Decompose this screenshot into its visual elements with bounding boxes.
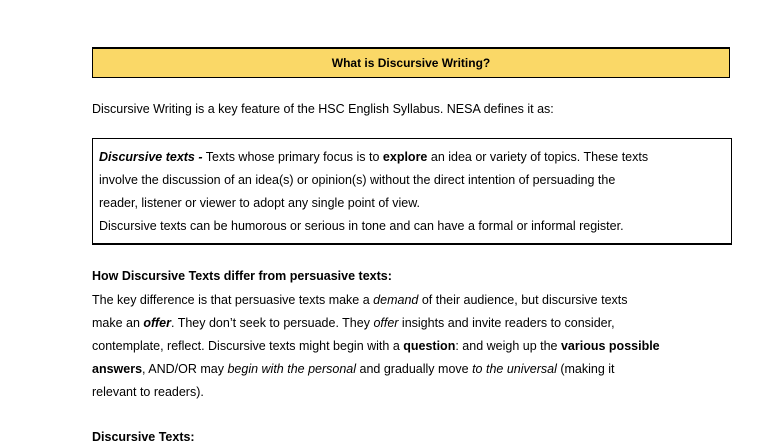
definition-box <box>92 138 732 245</box>
emphasis-text: demand <box>373 293 419 307</box>
definition-keyword: explore <box>382 150 428 164</box>
emphasis-text: offer <box>143 316 171 330</box>
difference-paragraph <box>92 289 734 404</box>
page-title-box <box>92 47 730 78</box>
emphasis-text: to the universal <box>472 362 557 376</box>
emphasis-text: various possible <box>560 339 660 353</box>
definition-line-3: reader, listener or viewer to adopt any single point of view. <box>99 196 421 210</box>
paragraph-line <box>92 312 734 335</box>
paragraph-line <box>92 289 734 312</box>
text-run: (making it <box>556 362 615 376</box>
text-run: and gradually move <box>356 362 473 376</box>
text-run: insights and invite readers to consider, <box>398 316 615 330</box>
text-run: . They don’t seek to persuade. They <box>170 316 374 330</box>
text-run: : and weigh up the <box>455 339 561 353</box>
section-heading-difference: How Discursive Texts differ from persuasive texts: <box>92 269 392 283</box>
definition-line-2: involve the discussion of an idea(s) or opinion(s) without the direct intention of persuading the <box>99 173 616 187</box>
emphasis-text: begin with the personal <box>227 362 357 376</box>
intro-paragraph: Discursive Writing is a key feature of the HSC English Syllabus. NESA defines it as: <box>92 102 554 116</box>
text-run: contemplate, reflect. Discursive texts might begin with a <box>92 339 404 353</box>
text-run: The key difference is that persuasive texts make a <box>92 293 374 307</box>
definition-line-4: Discursive texts can be humorous or serious in tone and can have a formal or informal register. <box>99 219 624 233</box>
section-heading-discursive-texts: Discursive Texts: <box>92 430 195 444</box>
definition-term: Discursive texts - <box>99 150 203 164</box>
definition-text: Texts whose primary focus is to <box>202 150 383 164</box>
emphasis-text: question <box>403 339 456 353</box>
definition-line-1 <box>99 146 725 169</box>
paragraph-line <box>92 358 734 381</box>
emphasis-text: answers <box>92 362 143 376</box>
paragraph-line: relevant to readers). <box>92 385 204 399</box>
text-run: , AND/OR may <box>142 362 228 376</box>
text-run: of their audience, but discursive texts <box>418 293 628 307</box>
definition-text: an idea or variety of topics. These texts <box>427 150 649 164</box>
page-title: What is Discursive Writing? <box>331 56 491 70</box>
paragraph-line <box>92 335 734 358</box>
text-run: make an <box>92 316 144 330</box>
emphasis-text: offer <box>373 316 399 330</box>
